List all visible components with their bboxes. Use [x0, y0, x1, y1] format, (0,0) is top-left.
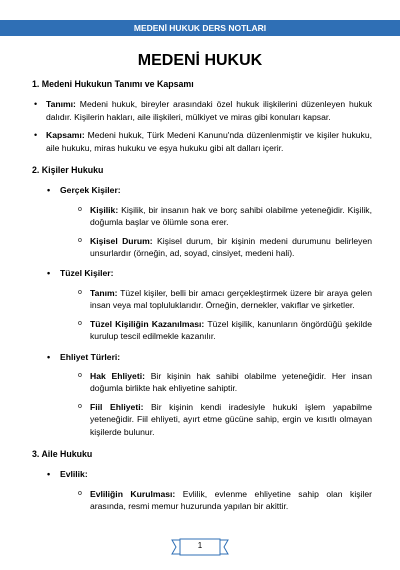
sub-bullet-item	[32, 204, 372, 229]
bullet-text: Medeni hukuk, Türk Medeni Kanunu'nda düzenlenmiştir ve kişiler hukuku, aile hukuku, miras hukuku ve eşya hukuku gibi alt dalları içerir.	[46, 130, 372, 153]
sub-bullet-item	[32, 287, 372, 312]
subsection-heading: • Evlilik:	[32, 468, 372, 480]
subsection-heading: • Gerçek Kişiler:	[32, 184, 372, 196]
sub-bullet-item	[32, 401, 372, 438]
bullet-term: Fiil Ehliyeti:	[90, 401, 144, 412]
bullet-text: Bir kişinin hak sahibi olabilme yeteneğidir. Her insan doğumla birlikte hak ehliyetine sahiptir.	[90, 370, 372, 394]
bullet-term: Tüzel Kişiliğin Kazanılması:	[90, 318, 205, 329]
bullet-text: Tüzel kişiler, belli bir amacı gerçekleştirmek üzere bir araya gelen insan veya mal topluluklarıdır. Örneğin, dernekler, vakıflar ve şirketler.	[90, 287, 372, 311]
sub-bullet-item	[32, 370, 372, 395]
bullet-text: Tüzel kişilik, kanunların öngördüğü şekilde kurulup tescil edilmekle kazanılır.	[90, 318, 372, 342]
section-heading: 1. Medeni Hukukun Tanımı ve Kapsamı	[32, 79, 194, 89]
bullet-text: Kişilik, bir insanın hak ve borç sahibi olabilme yeteneğidir. Kişilik, doğumla başlar ve ölümle sona erer.	[90, 204, 372, 228]
bullet-text: Evlilik, evlenme ehliyetine sahip olan kişiler arasında, resmi memur huzurunda yapılan bir akittir.	[90, 488, 372, 512]
sub-bullet-item	[32, 488, 372, 513]
bullet-text: Bir kişinin kendi iradesiyle hukuki işlem yapabilme yeteneğidir. Fiil ehliyeti, ayırt etme gücüne sahip, ergin ve kısıtlı olmayan kişilerde bulunur.	[90, 401, 372, 437]
subsection-heading: • Tüzel Kişiler:	[32, 267, 372, 279]
bullet-term: Tanımı:	[46, 99, 76, 110]
bullet-item	[32, 129, 372, 154]
document-title: MEDENİ HUKUK	[137, 52, 263, 69]
subsection-heading: • Ehliyet Türleri:	[32, 351, 372, 363]
bullet-term: Evliliğin Kurulması:	[90, 488, 176, 499]
bullet-text: Kişisel durum, bir kişinin medeni durumunu belirleyen unsurlardır (örneğin, ad, soyad, cinsiyet, medeni hali).	[90, 235, 373, 259]
bullet-term: Kişisel Durum:	[90, 235, 153, 246]
section-heading: 2. Kişiler Hukuku	[32, 165, 104, 176]
document-header-band: MEDENİ HUKUK DERS NOTLARI	[0, 20, 400, 36]
section-heading: 3. Aile Hukuku	[32, 448, 93, 459]
bullet-text: Medeni hukuk, bireyler arasındaki özel hukuk ilişkilerini düzenleyen hukuk dalıdır. Kişilerin hakları, aile ilişkileri, mülkiyet ve miras gibi konuları kapsar.	[46, 99, 372, 122]
document-body	[32, 78, 372, 513]
sub-bullet-item	[32, 318, 372, 343]
bullet-term: Kişilik:	[90, 204, 119, 215]
bullet-item	[32, 98, 372, 123]
page-number: 1	[197, 541, 203, 550]
bullet-term: Hak Ehliyeti:	[90, 370, 145, 381]
sub-bullet-item	[32, 235, 372, 260]
bullet-term: Kapsamı:	[46, 130, 85, 141]
bullet-term: Tanım:	[90, 287, 118, 298]
